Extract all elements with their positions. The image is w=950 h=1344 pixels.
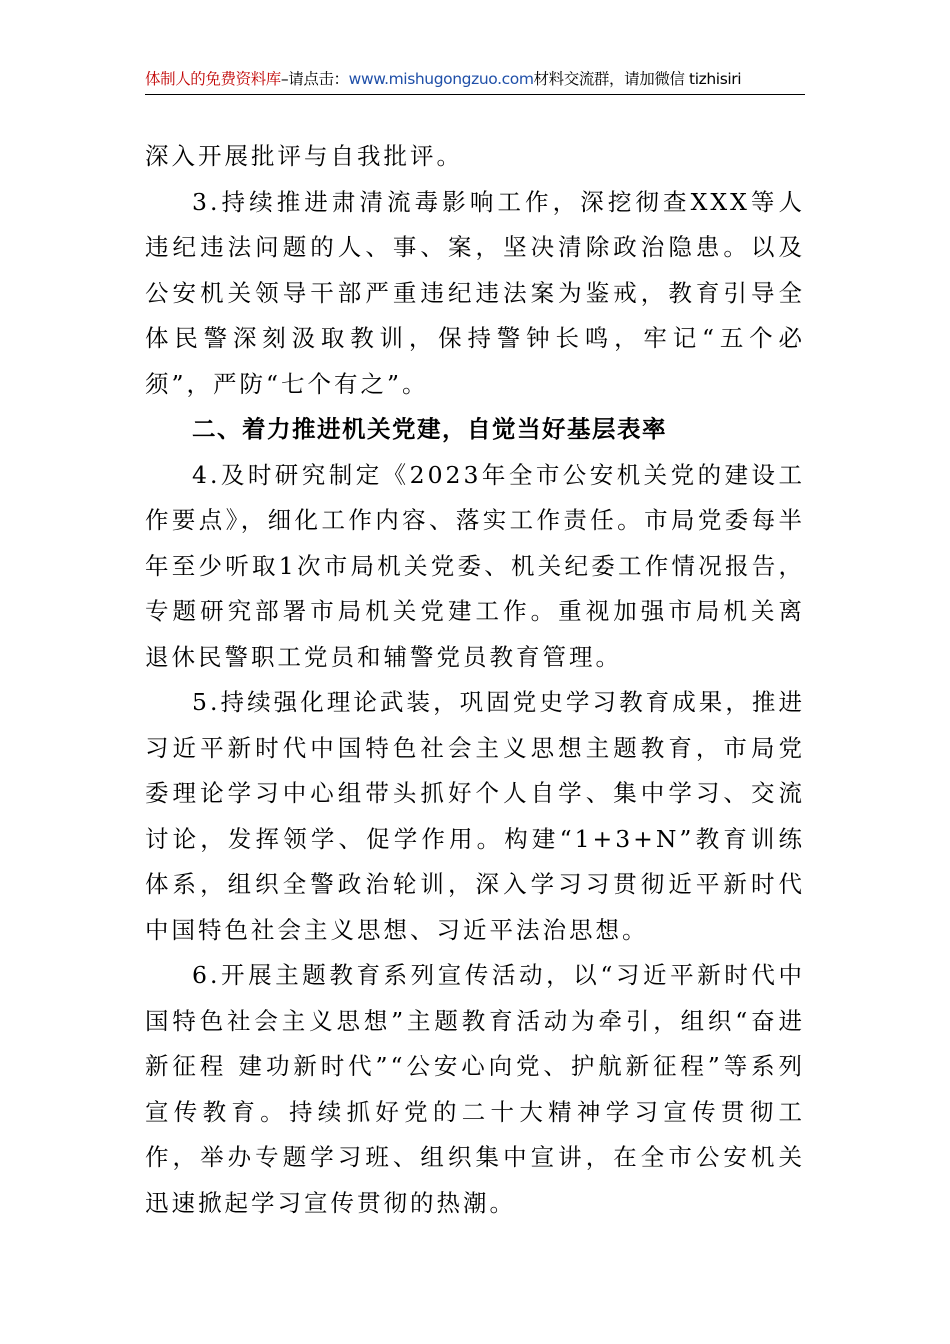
paragraph-item-6: 6.开展主题教育系列宣传活动，以“习近平新时代中国特色社会主义思想”主题教育活动为牵引，组织“奋进新征程 建功新时代”“公安心向党、护航新征程”等系列宣传教育。持续抓好党的二十大精神学习宣传贯彻工作，举办专题学习班、组织集中宣讲，在全市公安机关迅速掀起学习宣传贯彻的热潮。 bbox=[145, 961, 805, 1217]
header-prompt: –请点击： bbox=[280, 70, 349, 88]
section-heading-2: 二、着力推进机关党建，自觉当好基层表率 bbox=[192, 415, 667, 443]
header-brand: 体制人的免费资料库 bbox=[145, 70, 281, 88]
header-contact: 材料交流群，请加微信 tizhisiri bbox=[533, 70, 742, 88]
paragraph-item-5: 5.持续强化理论武装，巩固党史学习教育成果，推进习近平新时代中国特色社会主义思想主题教育，市局党委理论学习中心组带头抓好个人自学、集中学习、交流讨论，发挥领学、促学作用。构建“1+3+N”教育训练体系，组织全警政治轮训，深入学习习贯彻近平新时代中国特色社会主义思想、习近平法治思想。 bbox=[145, 688, 805, 944]
page-header bbox=[145, 68, 805, 95]
paragraph-item-4: 4.及时研究制定《2023年全市公安机关党的建设工作要点》，细化工作内容、落实工作责任。市局党委每半年至少听取1次市局机关党委、机关纪委工作情况报告，专题研究部署市局机关党建工作。重视加强市局机关离退休民警职工党员和辅警党员教育管理。 bbox=[145, 460, 805, 671]
document-body bbox=[145, 134, 805, 1226]
header-link[interactable]: www.mishugongzuo.com bbox=[348, 70, 534, 88]
paragraph-continuation: 深入开展批评与自我批评。 bbox=[145, 142, 463, 170]
paragraph-item-3: 3.持续推进肃清流毒影响工作，深挖彻查XXX等人违纪违法问题的人、事、案，坚决清除政治隐患。以及公安机关领导干部严重违纪违法案为鉴戒，教育引导全体民警深刻汲取教训，保持警钟长鸣，牢记“五个必须”，严防“七个有之”。 bbox=[145, 187, 805, 398]
